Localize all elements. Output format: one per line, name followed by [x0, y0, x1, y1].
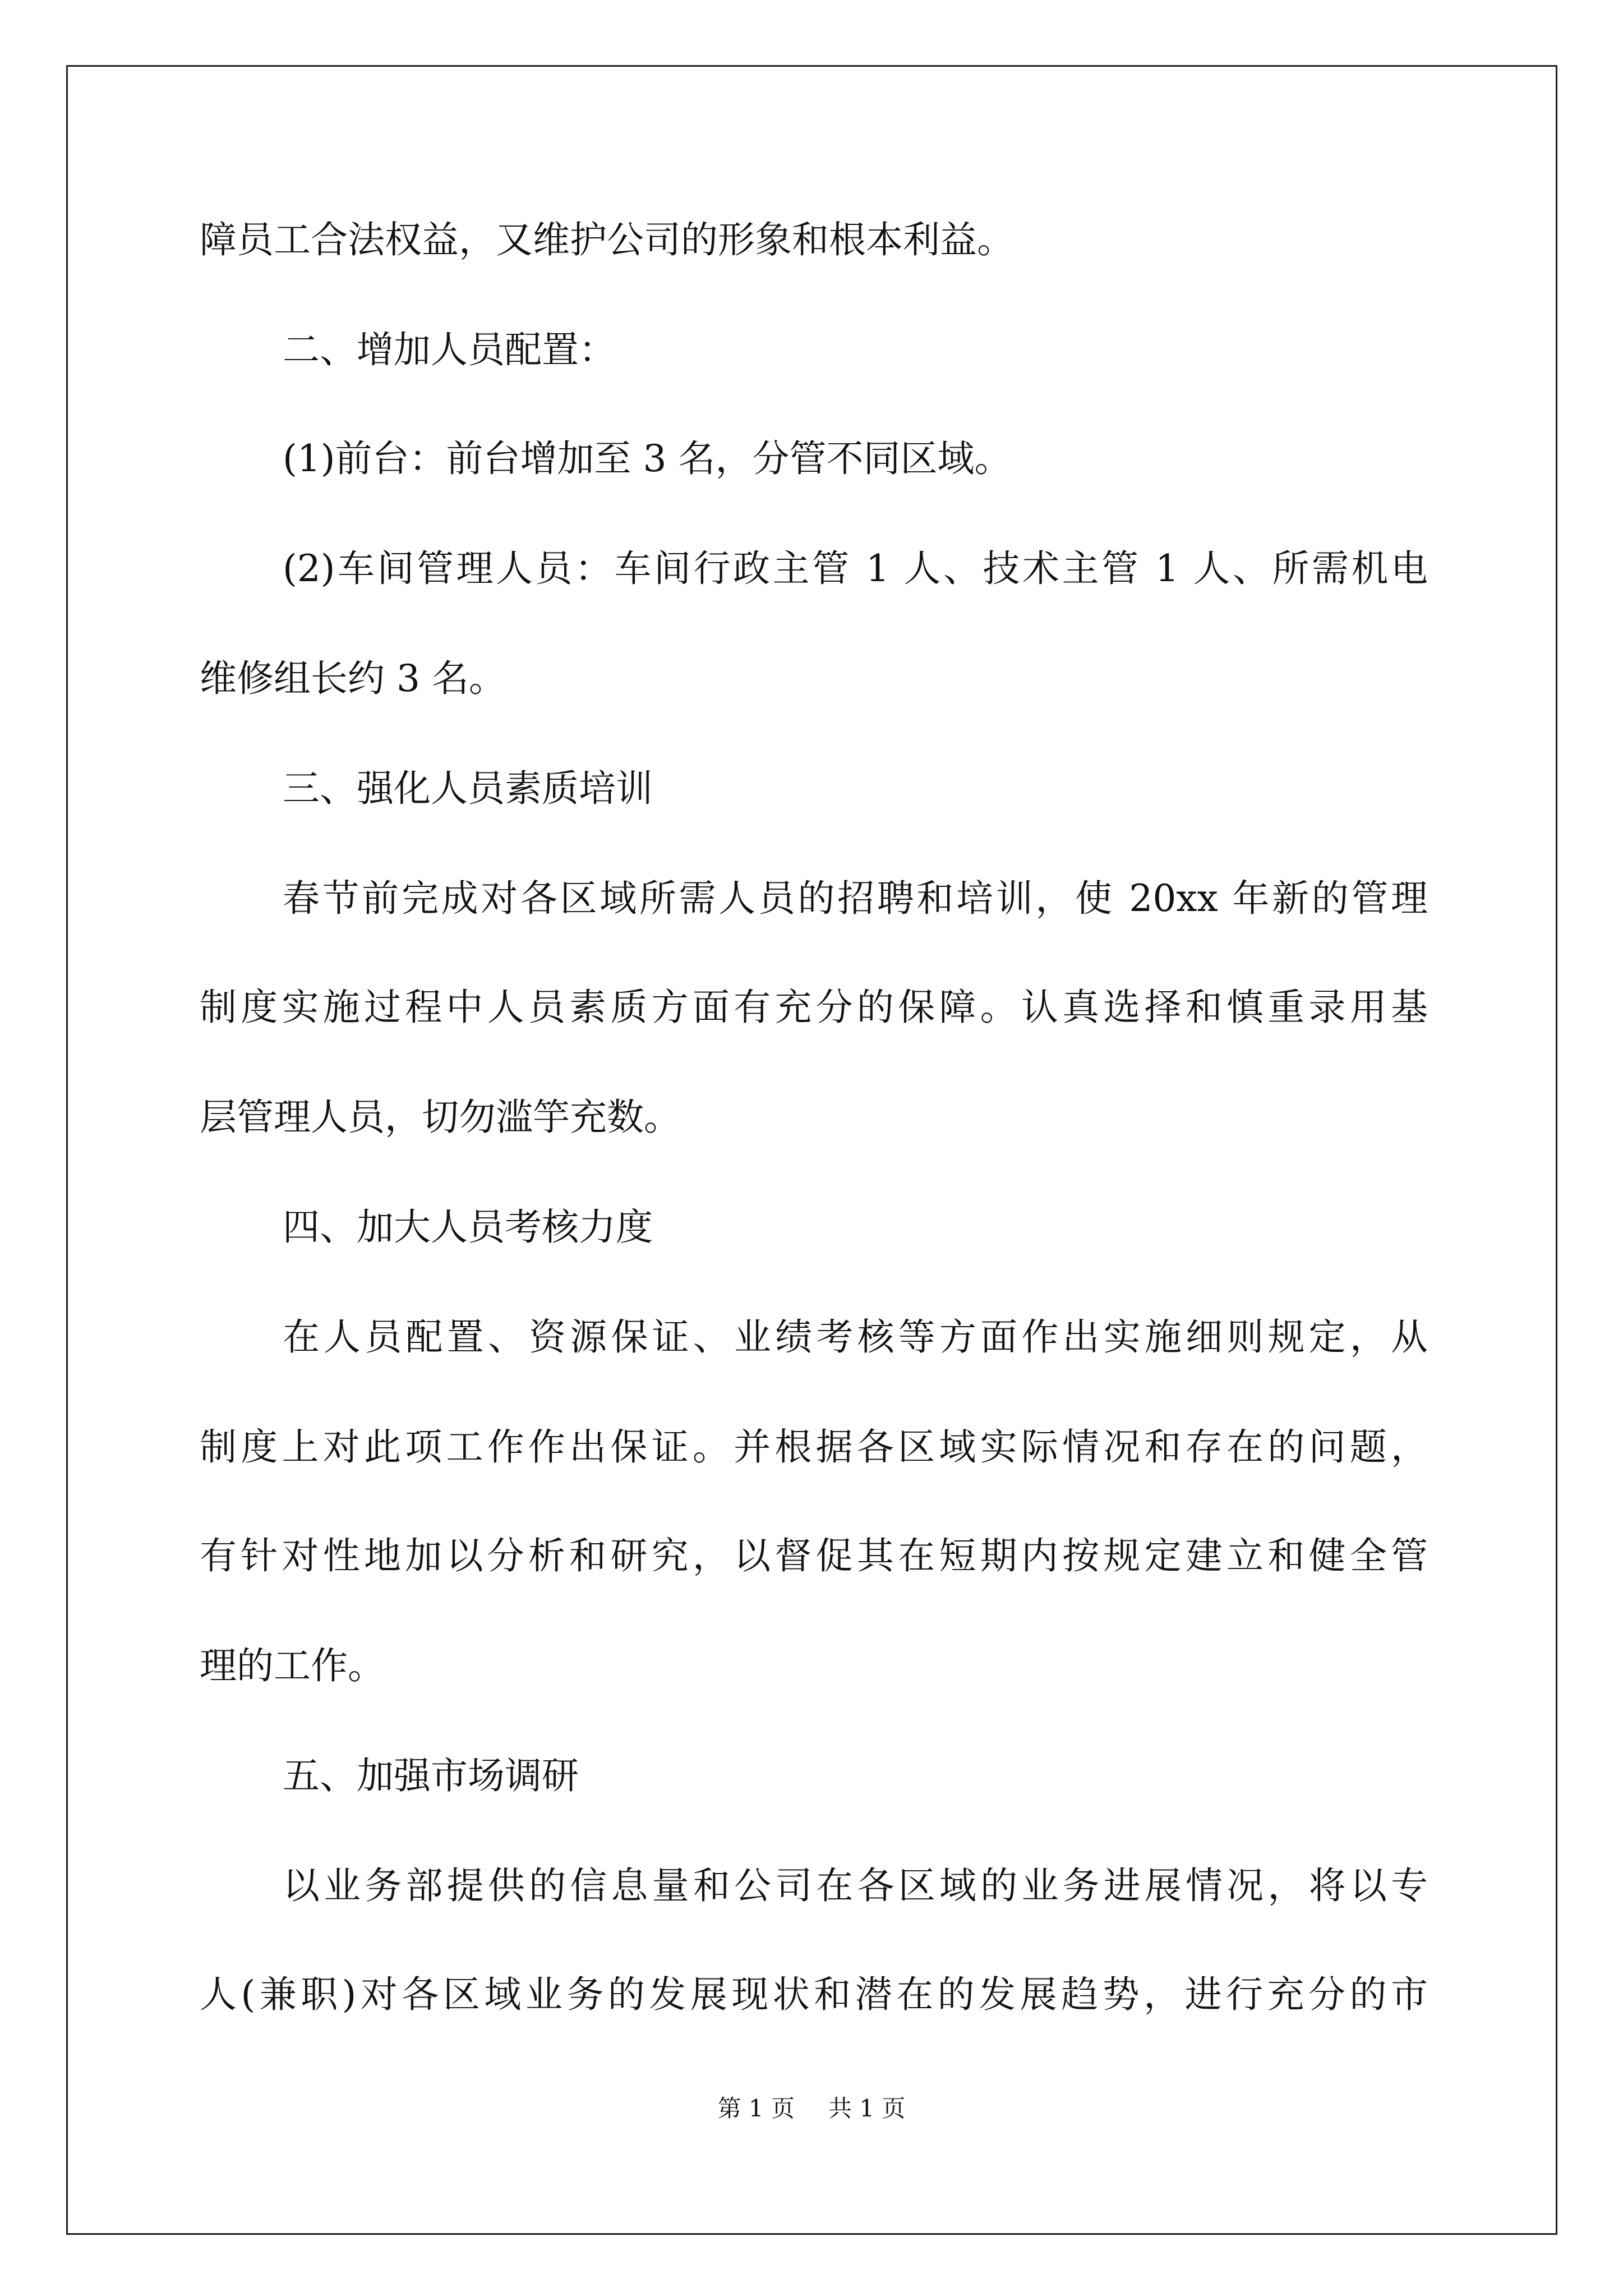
page-footer	[0, 2095, 1623, 2123]
paragraph-line: 障员工合法权益，又维护公司的形象和根本利益。	[200, 218, 1014, 261]
paragraph-line: 在人员配置、资源保证、业绩考核等方面作出实施细则规定，从	[283, 1315, 1428, 1359]
section-heading: 二、增加人员配置：	[283, 328, 616, 371]
paragraph-line: 人(兼职)对各区域业务的发展现状和潜在的发展趋势，进行充分的市	[200, 1973, 1428, 2016]
paragraph-line: 制度上对此项工作作出保证。并根据各区域实际情况和存在的问题，	[200, 1425, 1428, 1469]
page-number: 第 1 页	[717, 2095, 795, 2122]
paragraph-line: 理的工作。	[200, 1644, 385, 1687]
paragraph-line: 春节前完成对各区域所需人员的招聘和培训，使 20xx 年新的管理	[283, 877, 1428, 920]
paragraph-line: (1)前台：前台增加至 3 名，分管不同区域。	[283, 437, 1012, 480]
paragraph-line: 制度实施过程中人员素质方面有充分的保障。认真选择和慎重录用基	[200, 986, 1428, 1029]
section-heading: 三、强化人员素质培训	[283, 767, 653, 810]
section-heading: 四、加大人员考核力度	[283, 1205, 653, 1249]
paragraph-line: 层管理人员，切勿滥竽充数。	[200, 1096, 681, 1139]
paragraph-line: 有针对性地加以分析和研究，以督促其在短期内按规定建立和健全管	[200, 1534, 1428, 1577]
section-heading: 五、加强市场调研	[283, 1754, 579, 1797]
paragraph-line: (2)车间管理人员：车间行政主管 1 人、技术主管 1 人、所需机电	[283, 547, 1428, 590]
page-total: 共 1 页	[828, 2095, 906, 2122]
paragraph-line: 维修组长约 3 名。	[200, 657, 506, 700]
paragraph-line: 以业务部提供的信息量和公司在各区域的业务进展情况，将以专	[283, 1864, 1428, 1907]
page-frame	[66, 65, 1557, 2235]
